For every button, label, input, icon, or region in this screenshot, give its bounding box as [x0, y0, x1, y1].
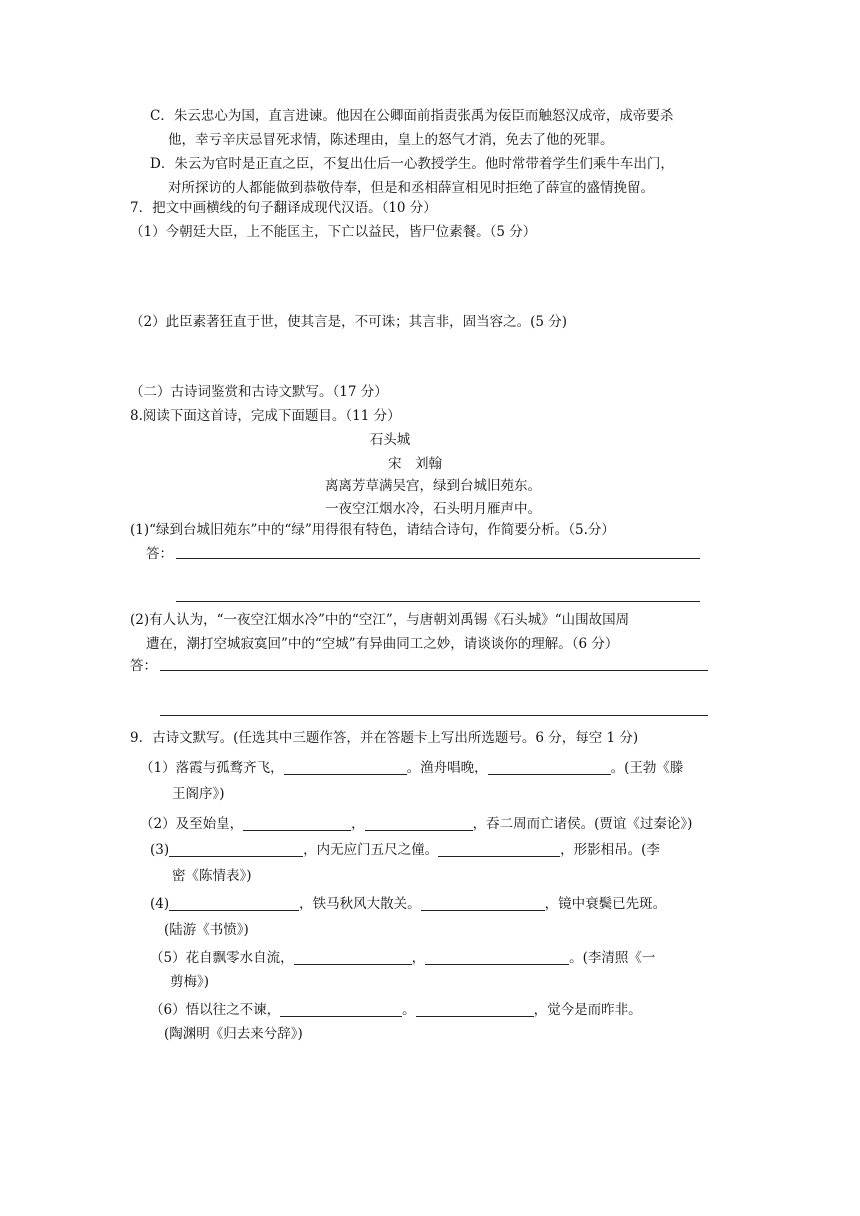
q9-item-4-text-a: (4): [150, 896, 170, 912]
q9-item-6-text-a: （6）悟以往之不谏，: [150, 1002, 281, 1018]
q9-item-2-text-c: ，吞二周而亡诸侯。(贾谊《过秦论》): [472, 816, 693, 832]
q9-item-5-line2: 剪梅》): [170, 974, 210, 990]
q9-item-6-line2: (陶渊明《归去来兮辞》): [164, 1026, 303, 1042]
q8-sub1-question: (1)“绿到台城旧苑东”中的“绿”用得很有特色，请结合诗句，作简要分析。（5.分）: [130, 522, 615, 538]
q8-sub1-answer-line-1[interactable]: [176, 558, 700, 559]
q9-item-1-blank-2[interactable]: [488, 759, 611, 775]
option-d-line2: 对所探访的人都能做到恭敬侍奉，但是和丞相薛宣相见时拒绝了薛宣的盛情挽留。: [168, 180, 654, 196]
q7-sentence-2: （2）此臣素著狂直于世，使其言是，不可诛；其言非，固当容之。(5 分): [130, 314, 568, 330]
q8-sub1-answer-label: 答：: [146, 546, 173, 562]
q8-sub2-question-line2: 遭在，潮打空城寂寞回”中的“空城”有异曲同工之妙，请谈谈你的理解。（6 分）: [146, 636, 619, 652]
q9-item-1-text-c: 。(王勃《滕: [610, 760, 684, 776]
option-d-line1: D．朱云为官时是正直之臣，不复出仕后一心教授学生。他时常带着学生们乘牛车出门，: [150, 156, 674, 172]
option-c-line2: 他，幸亏辛庆忌冒死求情，陈述理由，皇上的怒气才消，免去了他的死罪。: [168, 132, 614, 148]
q9-item-4-text-b: ，铁马秋风大散关。: [299, 896, 421, 912]
q9-item-5-blank-2[interactable]: [425, 949, 569, 965]
q9-item-6-text-b: 。: [402, 1002, 416, 1018]
poem-line-1: 离离芳草满吴宫，绿到台城旧苑东。: [325, 478, 541, 494]
q9-item-5-text-b: ，: [411, 950, 426, 966]
poem-line-2: 一夜空江烟水冷，石头明月雁声中。: [325, 501, 541, 517]
q7-title: 7．把文中画横线的句子翻译成现代汉语。（10 分）: [130, 200, 437, 216]
q9-item-3-text-a: (3): [150, 842, 170, 858]
q9-item-4-line1: [150, 894, 666, 914]
q9-item-4-text-c: ，镜中衰鬓已先斑。: [544, 896, 667, 912]
q8-sub2-question-line1: (2)有人认为，“一夜空江烟水冷”中的“空江”，与唐朝刘禹锡《石头城》“山围故国周: [130, 612, 630, 628]
q9-item-2: [140, 814, 692, 834]
q9-item-1-text-a: （1）落霞与孤鹜齐飞，: [140, 760, 284, 776]
q9-item-2-blank-2[interactable]: [365, 815, 473, 831]
q9-title: 9．古诗文默写。(任选其中三题作答，并在答题卡上写出所选题号。6 分，每空 1 分): [130, 730, 639, 746]
q7-sentence-1: （1）今朝廷大臣，上不能匡主，下亡以益民，皆尸位素餐。（5 分）: [130, 224, 537, 240]
q8-sub2-answer-line-2[interactable]: [160, 715, 708, 716]
q9-item-4-line2: (陆游《书愤》): [164, 922, 249, 938]
q8-sub2-answer-label: 答：: [130, 658, 157, 674]
q9-item-3-blank-1[interactable]: [169, 841, 303, 857]
q9-item-2-blank-1[interactable]: [243, 815, 351, 831]
q9-item-4-blank-1[interactable]: [169, 895, 299, 911]
q9-item-3-text-b: ，内无应门五尺之僮。: [303, 842, 439, 858]
q9-item-3-line1: [150, 840, 660, 860]
q9-item-1-blank-1[interactable]: [284, 759, 407, 775]
q9-item-4-blank-2[interactable]: [421, 895, 545, 911]
q9-item-3-blank-2[interactable]: [438, 841, 560, 857]
option-c-line1: C．朱云忠心为国，直言进谏。他因在公卿面前指责张禹为佞臣而触怒汉成帝，成帝要杀: [150, 108, 674, 124]
q9-item-3-text-c: ，形影相吊。(李: [560, 842, 660, 858]
q9-item-5-line1: [150, 948, 655, 968]
poem-author: 宋 刘翰: [388, 456, 442, 472]
q9-item-5-text-a: （5）花自飘零水自流，: [150, 950, 294, 966]
q8-title: 8.阅读下面这首诗，完成下面题目。（11 分）: [130, 408, 401, 424]
q9-item-2-text-a: （2）及至始皇，: [140, 816, 244, 832]
q9-item-6-blank-2[interactable]: [416, 1001, 534, 1017]
q8-sub1-answer-line-2[interactable]: [176, 601, 700, 602]
q9-item-1-text-b: 。渔舟唱晚，: [406, 760, 488, 776]
section2-title: （二）古诗词鉴赏和古诗文默写。（17 分）: [130, 384, 388, 400]
q9-item-3-line2: 密《陈情表》): [172, 868, 252, 884]
poem-title: 石头城: [369, 432, 411, 448]
q8-sub2-answer-line-1[interactable]: [160, 670, 708, 671]
q9-item-6-blank-1[interactable]: [280, 1001, 402, 1017]
q9-item-2-text-b: ，: [351, 816, 365, 832]
q9-item-5-text-c: 。(李清照《一: [569, 950, 656, 966]
q9-item-5-blank-1[interactable]: [294, 949, 412, 965]
q9-item-6-text-c: ，觉今是而昨非。: [533, 1002, 642, 1018]
q9-item-6-line1: [150, 1000, 642, 1020]
q9-item-1-line2: 王阁序》): [172, 786, 225, 802]
q9-item-1-line1: [140, 758, 683, 778]
